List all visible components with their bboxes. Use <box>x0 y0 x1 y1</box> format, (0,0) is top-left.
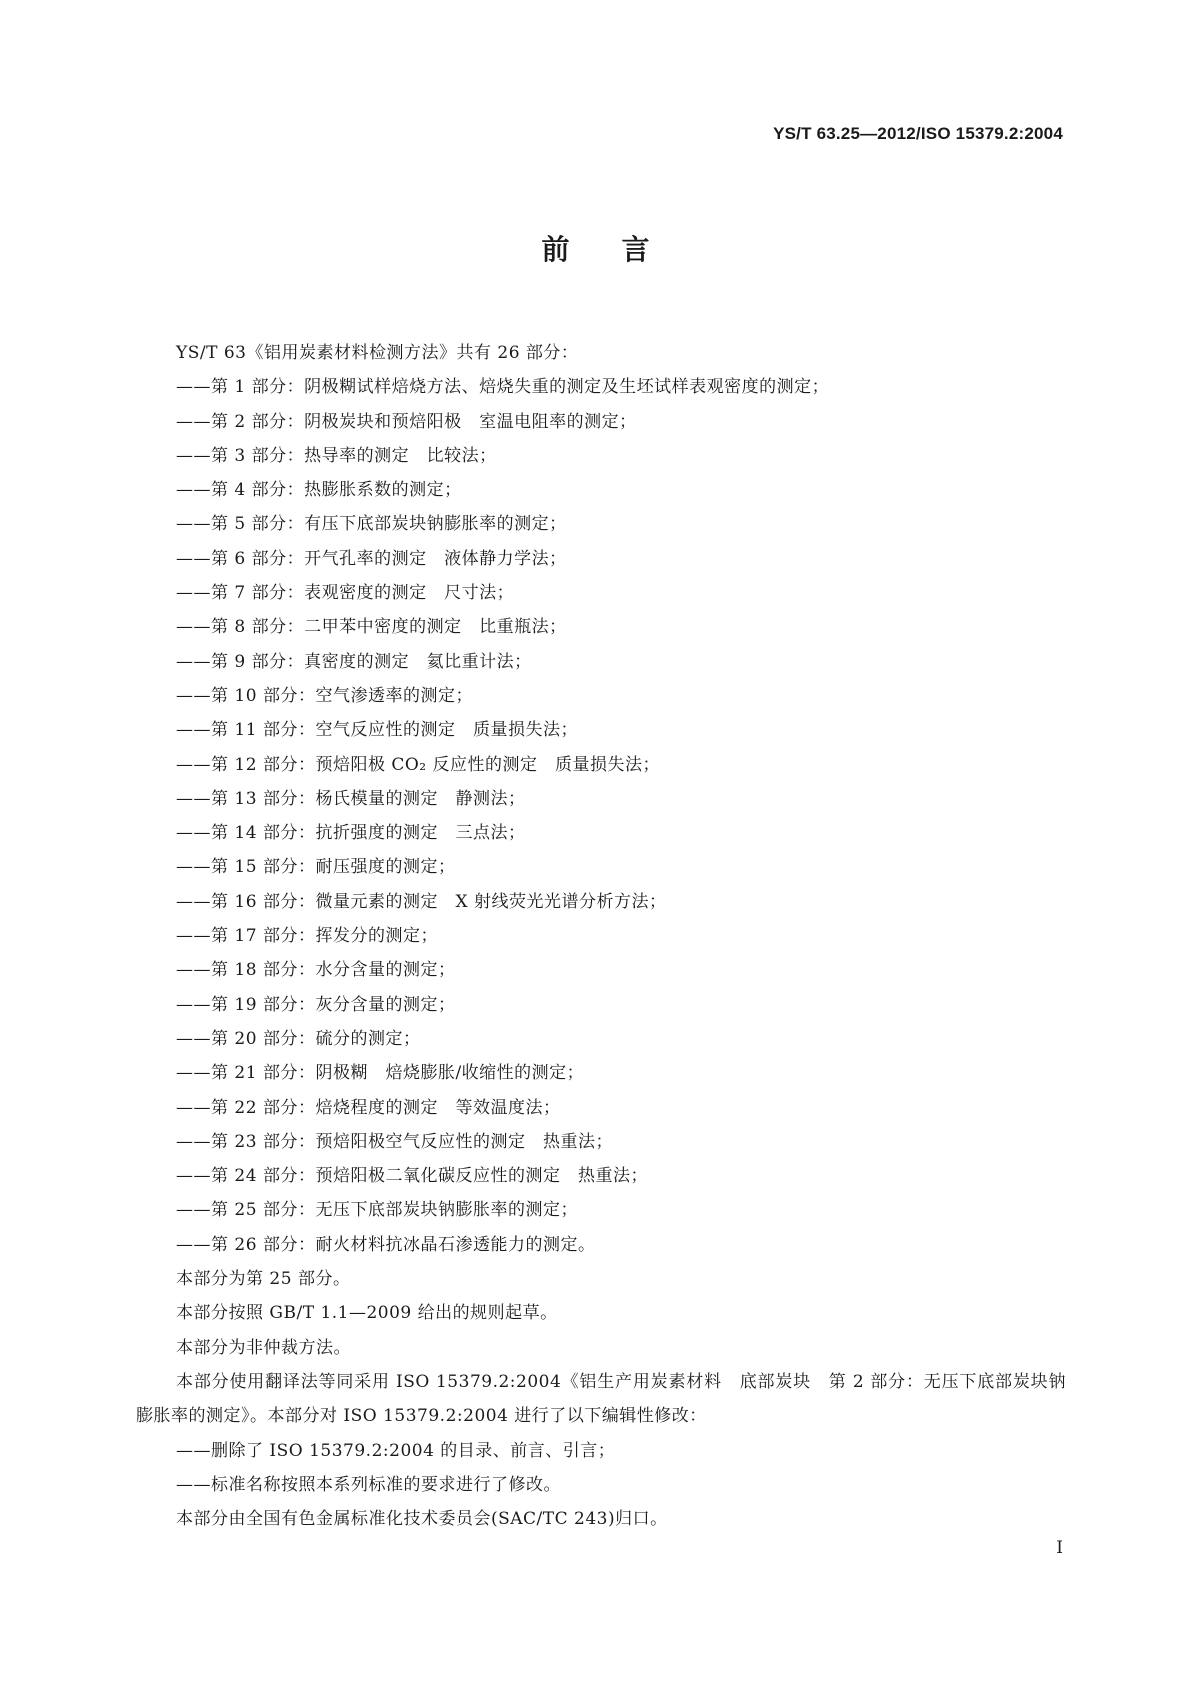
list-item-part-19: ——第 19 部分：灰分含量的测定； <box>176 994 456 1015</box>
list-item-part-25: ——第 25 部分：无压下底部炭块钠膨胀率的测定； <box>176 1200 578 1221</box>
list-item-part-5: ——第 5 部分：有压下底部炭块钠膨胀率的测定； <box>176 514 567 535</box>
list-item-part-12: ——第 12 部分：预焙阳极 CO₂ 反应性的测定 质量损失法； <box>176 754 661 775</box>
non-arbitration-statement: 本部分为非仲裁方法。 <box>176 1337 351 1358</box>
list-item-part-13: ——第 13 部分：杨氏模量的测定 静测法； <box>176 788 526 809</box>
list-item-part-17: ——第 17 部分：挥发分的测定； <box>176 926 438 947</box>
edit-item-1: ——删除了 ISO 15379.2:2004 的目录、前言、引言； <box>176 1440 616 1461</box>
intro-paragraph: YS/T 63《铝用炭素材料检测方法》共有 26 部分： <box>176 343 579 363</box>
list-item-part-11: ——第 11 部分：空气反应性的测定 质量损失法； <box>176 720 578 741</box>
list-item-part-26: ——第 26 部分：耐火材料抗冰晶石渗透能力的测定。 <box>176 1234 596 1255</box>
committee-statement: 本部分由全国有色金属标准化技术委员会(SAC/TC 243)归口。 <box>176 1509 668 1530</box>
page-number: I <box>1056 1538 1063 1558</box>
list-item-part-18: ——第 18 部分：水分含量的测定； <box>176 960 456 981</box>
parts-list <box>136 370 1066 1262</box>
edit-item-2: ——标准名称按照本系列标准的要求进行了修改。 <box>176 1474 561 1495</box>
list-item-part-16: ——第 16 部分：微量元素的测定 X 射线荧光光谱分析方法； <box>176 891 667 912</box>
list-item-part-14: ——第 14 部分：抗折强度的测定 三点法； <box>176 823 526 844</box>
page-title: 前言 <box>541 233 702 266</box>
list-item-part-4: ——第 4 部分：热膨胀系数的测定； <box>176 480 462 501</box>
list-item-part-23: ——第 23 部分：预焙阳极空气反应性的测定 热重法； <box>176 1131 613 1152</box>
list-item-part-8: ——第 8 部分：二甲苯中密度的测定 比重瓶法； <box>176 617 567 638</box>
adoption-paragraph: 本部分使用翻译法等同采用 ISO 15379.2:2004《铝生产用炭素材料 底部炭块 第 2 部分：无压下底部炭块钠膨胀率的测定》。本部分对 ISO 15379.2:2004 进行了以下编辑性修改： <box>136 1371 1066 1427</box>
list-item-part-6: ——第 6 部分：开气孔率的测定 液体静力学法； <box>176 548 567 569</box>
list-item-part-21: ——第 21 部分：阴极糊 焙烧膨胀/收缩性的测定； <box>176 1063 585 1084</box>
list-item-part-15: ——第 15 部分：耐压强度的测定； <box>176 857 456 878</box>
list-item-part-3: ——第 3 部分：热导率的测定 比较法； <box>176 445 497 466</box>
part-number-statement: 本部分为第 25 部分。 <box>176 1269 351 1290</box>
list-item-part-9: ——第 9 部分：真密度的测定 氦比重计法； <box>176 651 532 672</box>
list-item-part-24: ——第 24 部分：预焙阳极二氧化碳反应性的测定 热重法； <box>176 1166 648 1187</box>
list-item-part-10: ——第 10 部分：空气渗透率的测定； <box>176 685 473 706</box>
list-item-part-7: ——第 7 部分：表观密度的测定 尺寸法； <box>176 583 515 604</box>
list-item-part-20: ——第 20 部分：硫分的测定； <box>176 1028 421 1049</box>
list-item-part-1: ——第 1 部分：阴极糊试样焙烧方法、焙烧失重的测定及生坯试样表观密度的测定； <box>176 377 830 398</box>
list-item-part-2: ——第 2 部分：阴极炭块和预焙阳极 室温电阻率的测定； <box>176 411 637 432</box>
foreword-body <box>136 336 1066 1536</box>
standard-code-header: YS/T 63.25—2012/ISO 15379.2:2004 <box>773 124 1063 143</box>
list-item-part-22: ——第 22 部分：焙烧程度的测定 等效温度法； <box>176 1097 561 1118</box>
drafting-rules-statement: 本部分按照 GB/T 1.1—2009 给出的规则起草。 <box>176 1303 558 1324</box>
